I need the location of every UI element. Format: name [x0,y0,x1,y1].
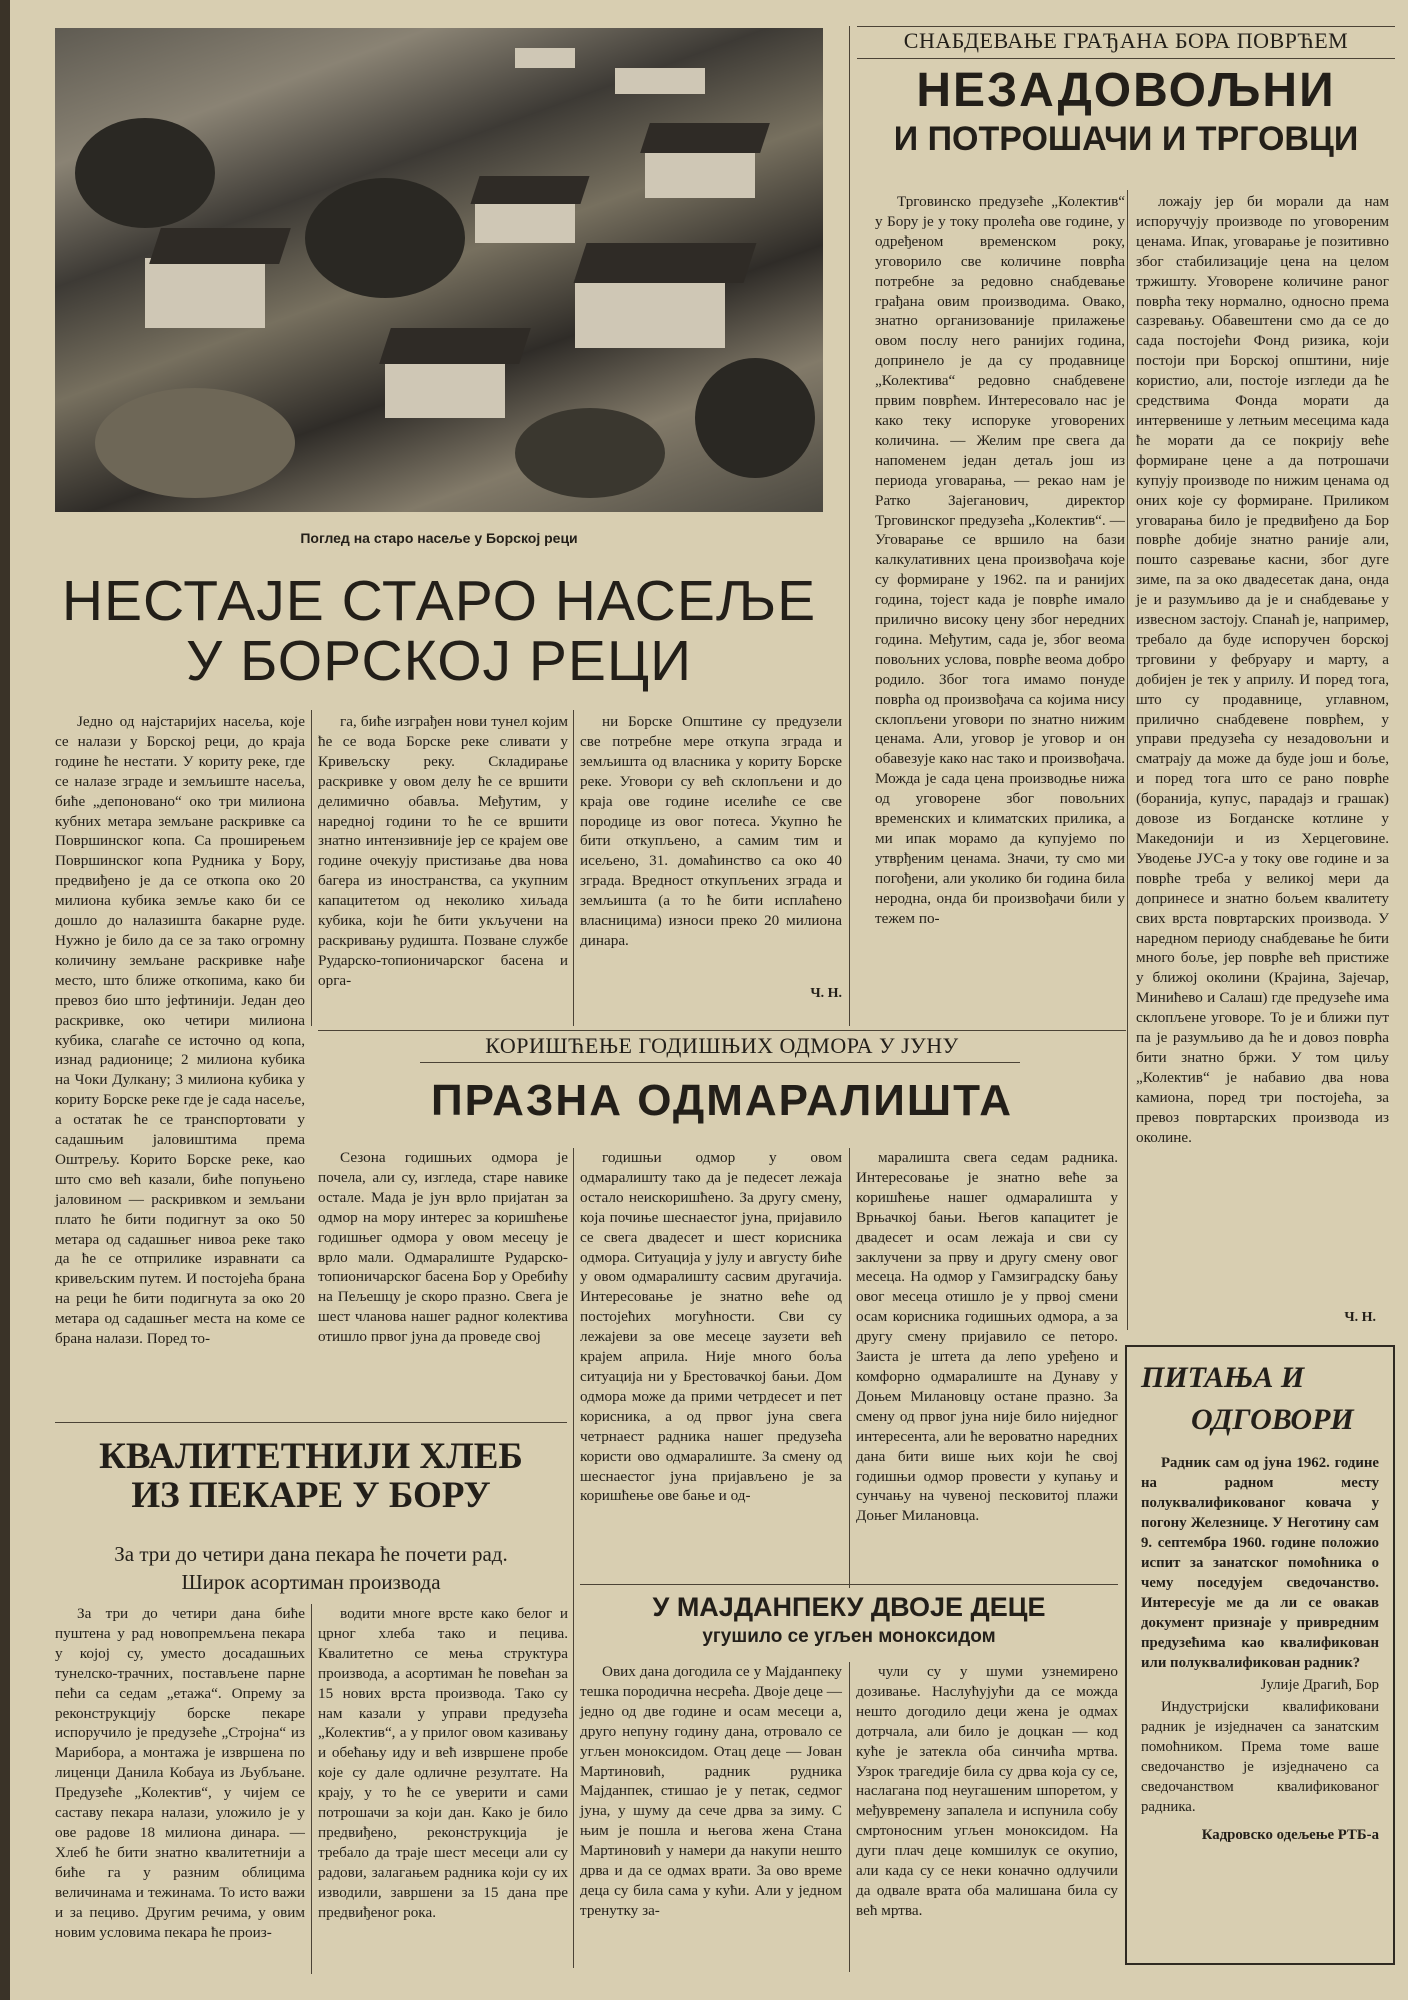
bread-column-1: За три до четири дана биће пуштена у рад новопремљена пекара у којој су, уместо досадашњих тунелско-трачних, постављене парне пећи са седам „етажа“. Опрему за реконструкцију борске пекаре испоручило је предузеће „Стројна“ из Марибора, а монтажа је извршена по лиценци Данила Кобауа из Љубљане. Предузеће „Колектив“, у чијем се саставу пекара налази, уложило је у ове радове 18 милиона динара. — Хлеб ће бити знатно квалитетнији а биће га у разним облицима величинама и тежинама. То исто важи и за пециво. Другим речима, у овим новим условима пекара ће произ- [55,1605,305,1941]
majdanpek-column-1: Ових дана догодила се у Мајданпеку тешка породична несрећа. Двоје деце — једно од две године и осам месеци а, друго непуну годину дана, отровало се угљен моноксидом. Отац деце — Јован Мартиновић, радник рудника Мајданпек, стишао је у петак, седмог јуна, у шуму да сече дрва за зиму. С њим је пошла и његова жена Стана Мартиновић у намери да накупи нешто дрва и да се одмах врати. За ово време деца су била сама у кући. Али у једном тренутку за- [580,1663,842,1919]
bread-headline-line1: КВАЛИТЕТНИЈИ ХЛЕБ [99,1436,523,1477]
bread-subhead-line1: За три до четири дана пекара ће почети рад. [114,1542,508,1566]
settlement-photo [55,28,823,512]
vegetables-kicker: СНАБДЕВАЊЕ ГРАЂАНА БОРА ПОВРЋЕМ [903,28,1349,53]
vacation-kicker: КОРИШЋЕЊЕ ГОДИШЊИХ ОДМОРА У ЈУНУ [485,1033,959,1058]
settlement-signature: Ч. Н. [810,986,842,1001]
settlement-column-1: Једно од најстаријих насеља, које се налази у Борској реци, до краја године ће нестати. У кориту реке, где се налазе зграде и земљиште насеља, биће „депоновано“ око три милиона кубних метара земљане раскривке са Површинског копа. Са проширењем Површинског копа Рудника у Бору, предвиђено је да се откопа око 20 милиона кубика земље како би се дошло до налазишта бакарне руде. Нужно је било да се за тако огромну количину земљане раскривке нађе место, што ближе откопима, како би превоз био што јефтинији. Један део раскривке, око четири милиона кубика, слагаће се источно од копа, изнад радионице; 2 милиона кубика на Чоки Дулкану; 3 милиона кубика у кориту Борске реке где је сада насеље, а остатак ће се транспортовати у садашњим јаловиштима према Оштрељу. Корито Борске реке, као што смо већ казали, биће попуњено јаловином — раскривком и земљани плато ће бити подигнут за око 50 метара од садашњег нивоа реке тако да ће се отприлике изравнати са кривељским путем. И постојећа брана на реци ће бити подигнута за око 20 метара од садашњег места на коме се брана налази. Поред то- [55,713,305,1348]
vegetables-headline [857,66,1395,158]
bread-subhead-line2: Широк асортиман производа [181,1570,441,1594]
settlement-column-3: ни Борске Општине су предузели све потребне мере откупа зграда и земљишта од власника у кориту Борске реке. Уговори су већ склопљени и до краја ове године иселиће се све породице из овог потеса. Укупно ће бити откупљено, а самим тим и исељено, 31. домаћинство са око 40 зграда. Вредност откупљених зграда и земљишта (а то ће бити исплаћено власницима) износи преко 20 милиона динара. [580,713,842,949]
vegetables-headline-line1: НЕЗАДОВОЉНИ [916,64,1336,117]
vegetables-column-2: ложају јер би морали да нам испоручују производе по уговореним ценама. Ипак, уговарање је позитивно због стабилизације цена на целом тржишту. Уговорене количине раног поврћа теку нормално, односно према сазревању. Обавештени смо да се до сада постојећи Фонд ризика, који постоји при Борској општини, није користио, али, постоје изгледи да ће средствима Фонда морати да интервенише у летњим месецима када ће морати да се покрију веће формиране цене а да потрошачи купују производе по нижим ценама од оних које су формиране. Приликом уговарања било је предвиђено да Бор поврће добије знатно раније али, пошто сазревање касни, због дуге зиме, па за око двадесетак дана, онда је и разумљиво да је и снабдевање у извесном застоју. Спанаћ је, например, требало да буде испоручен борској трговини у фебруару и марту, а добијен је тек у априлу. И поред тога, што су продавнице, углавном, прилично снабдевене поврћем, у управи предузећа су незадовољни и сматрају да може да буде још и боље, и поред тога што се рано поврће (боранија, купус, парадајз и грашак) довозе из Богданске котлине у Македонији и из Херцеговине. Уводење ЈУС-а у току ове године и за поврће треба у великој мери да допринесе и знатно бољем квалитету свих врста повртарских производа. У наредном периоду снабдевање ће бити много боље, јер поврће већ пристиже у ближој околини (Крајина, Зајечар, Минићево и Салаш) где предузеће има склопљене уговоре. То је и ближи пут па је разумљиво да ће и довоз поврћа бити знатно бржи. У том циљу „Колектив“ је набавио два нова камиона, поред три постојећа, за превоз повртарских производа из околине. [1136,193,1389,1146]
page-edge [0,0,10,2000]
bread-column-2: водити многе врсте како белог и црног хлеба тако и пецива. Квалитетно се мења структура производа, а асортиман ће повећан за 15 нових врста производа. Тако су нам казали у управи предузећа „Колектив“, а у прилог овом казивању и обећању иду и већ извршене пробе које су дале одличне резултате. На крају, у то ће се уверити и сами потрошачи за који дан. Како је било предвиђено, реконструкција је требало да траје шест месеци али су радови, залагањем радника који су их изводили, завршени за 15 дана пре предвиђеног рока. [318,1605,568,1921]
vegetables-headline-line2: И ПОТРОШАЧИ И ТРГОВЦИ [893,120,1359,159]
vacation-column-2: годишњи одмор у овом одмаралишту тако да је педесет лежаја остало неискоришћено. За другу смену, која почиње шеснаестог јуна, пријавило се свега двадесет и шест корисника одмора. Ситуација у јулу и августу биће у овом одмаралишту сасвим другачија. Интересовање је знатно веће од постојећих могућности. Сви су лежајеви за ове месеце заузети већ крајем априла. Није много боља ситуација ни у Брестовачкој бањи. Дом одмора може да прими четрдесет и пет корисника, а од првог јуна свега четрнаест радника нашег предузећа користи ово одмаралиште. За смену од шеснаестог јуна пријављено је за коришћење ове бање и од- [580,1149,842,1505]
bread-subhead [55,1540,567,1596]
majdanpek-headline [580,1590,1118,1650]
qa-question: Радник сам од јуна 1962. године на радном месту полуквалификованог ковача у погону Железнице. У Неготину сам 9. септембра 1960. године положио испит за занатског помоћника о чему поседујем сведочанство. Интересује ме да ли се овакав документ признаје у привредним предузећима као квалификован или полуквалификован радник? [1141,1455,1379,1671]
vegetables-signature: Ч. Н. [1344,1310,1376,1325]
settlement-headline [55,569,823,693]
qa-title-line1: ПИТАЊА И [1141,1361,1305,1394]
majdanpek-column-2: чули су у шуми узнемирено дозивање. Наслућујући да се можда нешто догодило деци жена је одмах дотрчала, али било је доцкан — код куће је затекла оба синчића мртва. Узрок трагедије била су дрва која су се, наслагана под неугашеним шпоретом, у међувремену запалела и испунила собу смртоносним угљен моноксидом. На дуги плач деце комшилук се окупио, али када су се неки коначно одлучили да одвале врата оба малишана била су већ мртва. [856,1663,1118,1919]
qa-title-line2: ОДГОВОРИ [1191,1403,1354,1436]
settlement-headline-line1: НЕСТАЈЕ СТАРО НАСЕЉЕ [61,569,817,633]
photo-caption: Поглед на старо насеље у Борској реци [300,530,578,546]
qa-signature: Кадровско одељење РТБ-а [1201,1827,1379,1843]
settlement-column-2: га, биће изграђен нови тунел којим ће се вода Борске реке сливати у Кривељску реку. Складирање раскривке у овом делу ће се вршити делимично обавља. Међутим, у наредној години то ће се вршити знатно интензивније јер се крајем ове године очекују пристизање два нова багера из иностранства, са укупним капацитетом од неколико хиљада кубика, који ће бити укључени на раскривању рудишта. Позване службе Рударско-топионичарског басена и орга- [318,713,568,989]
settlement-headline-line2: У БОРСКОЈ РЕЦИ [185,628,693,693]
majdanpek-headline-line1: У МАЈДАНПЕКУ ДВОЈЕ ДЕЦЕ [652,1592,1046,1622]
qa-box [1125,1345,1395,1965]
vacation-column-1: Сезона годишњих одмора је почела, али су, изгледа, старе навике остале. Мада је јун врло пријатан за одмор на мору интерес за коришћење годишњег одмора у овом месецу је врло мали. Одмаралиште Рударско-топионичарског басена Бор у Оребићу на Пељешцу је скоро празно. Свега је шест чланова нашег радног колектива отишло првог јуна да проведе свој [318,1149,568,1346]
bread-headline [55,1438,567,1516]
vacation-column-3: маралишта свега седам радника. Интересовање је знатно веће за коришћење нашег одмаралишта у Врњачкој бањи. Његов капацитет је двадесет и осам лежаја и сви су заклучени за прву и другу смену овог месеца. На одмор у Гамзиградску бању овог месеца отишло је у првој смени осам корисника годишњих одмора, а за другу смену пријавило се петоро. Заиста је штета да лепо уређено и комфорно одмаралиште на Дунаву у Доњем Милановцу остане празно. За смену од првог јуна није било ниједног интересента, али ће вероватно наредних дана бити више њих који ће свој годишњи одмор провести у купању и сунчању на чувеној песковитој плажи Доњег Милановца. [856,1149,1118,1525]
bread-headline-line2: ИЗ ПЕКАРЕ У БОРУ [131,1474,491,1516]
majdanpek-subhead: угушило се угљен моноксидом [702,1626,996,1647]
vegetables-column-1: Трговинско предузеће „Колектив“ у Бору је у току пролећа ове године, у одређеном временском року, уговорило све количине поврћа потребне за редовно снабдевање грађана овим производима. Овако, знатно организованије прилажење овом послу него ранијих година, допринело је да су продавнице „Колектива“ редовно снабдевене првим поврћем. Интересовало нас је како теку испоруке уговорених количина. — Желим пре свега да напоменем један детаљ још из периода уговарања, — рекао нам је Ратко Зајеганович, директор Трговинског предузећа „Колектив“. — Уговарање се вршило на бази калкулативних цена произвођача које су формиране у 1962. па и ранијих година, тојест када је поврће имало прилично високу цену због нередних година. Међутим, сада је, због веома повољних услова, поврће веома добро родило. Због тога имамо понуде поврћа од произвођача са којима нису склопљени уговори по знатно нижим ценама. Али, уговор је уговор и он обавезује како нас тако и произвођача. Можда је сада цена производње нижа од уговорене због повољних временских и климатских прилика, а ми ипак морамо да купујемо по утврђеним ценама. Значи, ту смо ми погођени, али уколико би година била неродна, онда би произвођачи били у тежем по- [875,193,1125,927]
qa-asker: Јулије Драгић, Бор [1260,1677,1379,1693]
qa-answer: Индустријски квалификовани радник је изједначен са занатским помоћником. Према томе ваше сведочанство је изједначено са сведочанством квалификованог радника. [1141,1699,1379,1815]
vacation-headline: ПРАЗНА ОДМАРАЛИШТА [430,1076,1014,1125]
